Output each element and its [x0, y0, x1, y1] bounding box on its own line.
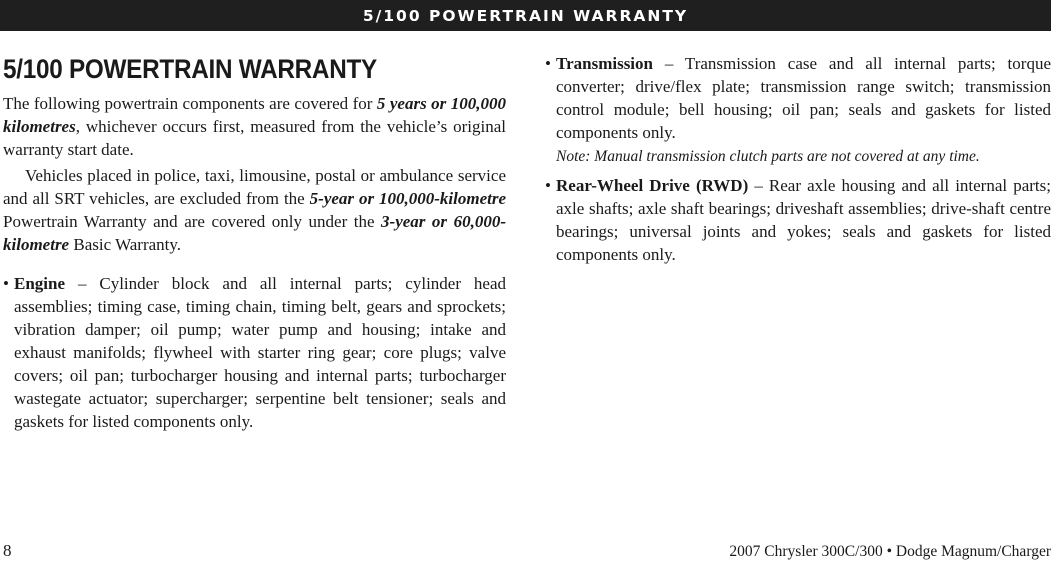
engine-description: – Cylinder block and all internal parts; cylinder head assemblies; timing case, timing chain, timing belt, gears and sprockets; vibration damper; oil pump; water pump and housing; intake and exhaust manifolds; flywheel with starter ring gear; core plugs; valve covers; oil pan; turbocharger housing and internal parts; turbocharger wastegate actuator; supercharger; serpentine belt tensioner; seals and gaskets for listed components only. — [14, 274, 506, 431]
transmission-label: Transmission — [556, 54, 653, 73]
exclusion-end: Basic Warranty. — [69, 235, 182, 254]
transmission-note: Note: Manual transmission clutch parts are not covered at any time. — [556, 148, 980, 165]
rwd-item — [545, 174, 1051, 266]
intro-end: , whichever occurs first, measured from the vehicle’s original warranty start date. — [3, 117, 506, 159]
exclusion-term-powertrain: 5-year or 100,000-kilometre — [309, 189, 506, 208]
engine-item — [3, 272, 506, 433]
rwd-description: – Rear axle housing and all internal parts; axle shafts; axle shaft bearings; driveshaft assemblies; drive-shaft centre bearings; universal joints and yokes; seals and gaskets for listed components only. — [556, 176, 1051, 264]
bullet-mark: • — [3, 274, 9, 293]
header-title: 5/100 POWERTRAIN WARRANTY — [362, 6, 689, 25]
engine-text — [14, 272, 506, 433]
left-column — [3, 52, 506, 433]
footer-vehicle: 2007 Chrysler 300C/300 • Dodge Magnum/Charger — [729, 543, 1051, 560]
page-number: 8 — [3, 541, 12, 560]
transmission-item — [545, 52, 1051, 144]
transmission-description: – Transmission case and all internal parts; torque converter; drive/flex plate; transmission range switch; transmission control module; bell housing; oil pan; seals and gaskets for listed components only. — [556, 54, 1051, 142]
rwd-label: Rear-Wheel Drive (RWD) — [556, 176, 749, 195]
exclusion-term-basic: 3-year or 60,000-kilometre — [3, 212, 506, 254]
intro-text: The following powertrain components are covered for — [3, 94, 377, 113]
engine-label: Engine — [14, 274, 66, 293]
exclusion-paragraph — [3, 164, 506, 256]
right-column — [545, 52, 1051, 266]
section-heading: 5/100 POWERTRAIN WARRANTY — [3, 54, 378, 84]
exclusion-text: Vehicles placed in police, taxi, limousine, postal or ambulance service and all SRT vehicles, are excluded from the — [3, 166, 506, 208]
bullet-mark: • — [545, 54, 551, 73]
intro-paragraph — [3, 92, 506, 161]
intro-term: 5 years or 100,000 kilometres — [3, 94, 506, 136]
header-bar — [0, 0, 1051, 31]
transmission-text — [556, 52, 1051, 144]
rwd-text — [556, 174, 1051, 266]
bullet-mark: • — [545, 176, 551, 195]
exclusion-mid: Powertrain Warranty and are covered only under the — [3, 212, 382, 231]
